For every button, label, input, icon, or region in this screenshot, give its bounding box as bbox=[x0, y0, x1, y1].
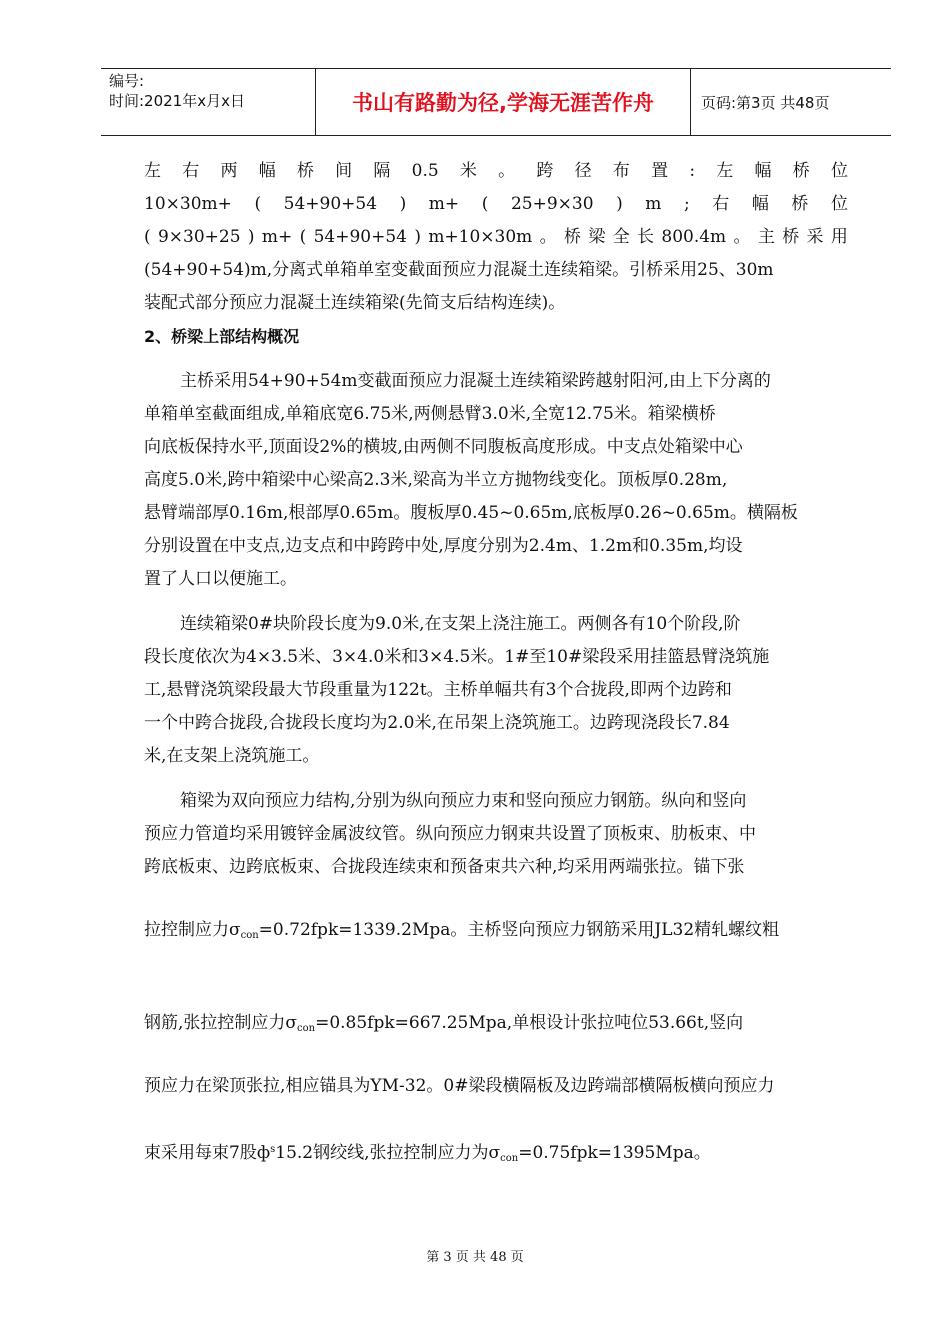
text-token: 10×30m+ bbox=[144, 194, 232, 214]
text-token: 右 bbox=[182, 161, 200, 181]
text-token: 两 bbox=[220, 161, 238, 181]
paragraph-line: 跨底板束、边跨底板束、合拢段连续束和预备束共六种,均采用两端张拉。锚下张 bbox=[144, 857, 745, 877]
paragraph-line bbox=[144, 1133, 848, 1166]
doc-number-label: 编号: bbox=[109, 72, 145, 90]
text-token: 25+9×30 bbox=[510, 194, 594, 214]
text-token: 右 bbox=[712, 194, 730, 214]
text-token: 。 bbox=[733, 227, 751, 247]
text-token: 54+90+54 bbox=[313, 227, 407, 247]
text-token: 幅 bbox=[751, 194, 769, 214]
text-token: m+ bbox=[261, 227, 293, 247]
text-token: 。 bbox=[539, 227, 557, 247]
text-token: 桥 bbox=[792, 161, 810, 181]
text-token: 幅 bbox=[754, 161, 772, 181]
paragraph-line: 分别设置在中支点,边支点和中跨跨中处,厚度分别为2.4m、1.2m和0.35m,均设 bbox=[144, 536, 743, 556]
subscript: con bbox=[240, 930, 259, 941]
text-token: ; bbox=[683, 194, 690, 214]
paragraph-line: 连续箱梁0#块阶段长度为9.0米,在支架上浇注施工。两侧各有10个阶段,阶 bbox=[180, 614, 741, 634]
text-token: 跨 bbox=[536, 161, 554, 181]
text-token: 米 bbox=[459, 161, 477, 181]
text-token: 采 bbox=[806, 227, 824, 247]
superscript: s bbox=[270, 1144, 276, 1155]
text-token: ) bbox=[414, 227, 421, 247]
section-heading: 2、桥梁上部结构概况 bbox=[144, 327, 300, 346]
subscript: con bbox=[500, 1153, 519, 1164]
text-run: 钢筋,张拉控制应力σ bbox=[144, 1013, 298, 1033]
text-token: m bbox=[645, 194, 662, 214]
paragraph-line bbox=[144, 914, 848, 947]
text-token: 桥 bbox=[296, 161, 314, 181]
text-token: 左 bbox=[144, 161, 161, 181]
paragraph-line: 高度5.0米,跨中箱梁中心梁高2.3米,梁高为半立方抛物线变化。顶板厚0.28m, bbox=[144, 470, 728, 490]
text-token: 间 bbox=[335, 161, 353, 181]
text-token: : bbox=[689, 161, 696, 181]
paragraph-line: 向底板保持水平,顶面设2%的横坡,由两侧不同腹板高度形成。中支点处箱梁中心 bbox=[144, 437, 743, 457]
text-token: ) bbox=[616, 194, 623, 214]
paragraph-line: 单箱单室截面组成,单箱底宽6.75米,两侧悬臂3.0米,全宽12.75米。箱梁横桥 bbox=[144, 404, 716, 424]
text-token: 长 bbox=[637, 227, 655, 247]
text-token: 桥 bbox=[782, 227, 800, 247]
text-token: 左 bbox=[716, 161, 734, 181]
text-token: 主 bbox=[757, 227, 775, 247]
text-token: m+10×30m bbox=[428, 227, 533, 247]
paragraph-line: 箱梁为双向预应力结构,分别为纵向预应力束和竖向预应力钢筋。纵向和竖向 bbox=[180, 791, 747, 811]
text-token: 。 bbox=[498, 161, 516, 181]
text-token: 0.5 bbox=[411, 161, 439, 181]
paragraph-1 bbox=[144, 365, 848, 596]
page-footer: 第 3 页 共 48 页 bbox=[426, 1250, 524, 1265]
header-meta bbox=[101, 69, 316, 135]
doc-time-label: 时间:2021年x月x日 bbox=[109, 92, 245, 110]
header-motto: 书山有路勤为径,学海无涯苦作舟 bbox=[316, 69, 691, 135]
justified-line-1 bbox=[144, 155, 848, 188]
text-token: 桥 bbox=[564, 227, 581, 247]
text-run: =0.72fpk=1339.2Mpa。主桥竖向预应力钢筋采用JL32精轧螺纹粗 bbox=[258, 920, 780, 940]
text-token: 径 bbox=[574, 161, 592, 181]
text-token: ) bbox=[399, 194, 407, 214]
paragraph-line: 段长度依次为4×3.5米、3×4.0米和3×4.5米。1#至10#梁段采用挂篮悬臂浇筑施 bbox=[144, 647, 770, 667]
paragraph-line: 置了人口以便施工。 bbox=[144, 569, 297, 589]
text-token: 位 bbox=[831, 161, 848, 181]
text-line-5: 装配式部分预应力混凝土连续箱梁(先简支后结构连续)。 bbox=[144, 293, 566, 313]
text-token: 54+90+54 bbox=[283, 194, 378, 214]
subscript: con bbox=[297, 1023, 316, 1034]
paragraph-3 bbox=[144, 785, 848, 1166]
paragraph-line: 工,悬臂浇筑梁段最大节段重量为122t。主桥单幅共有3个合拢段,即两个边跨和 bbox=[144, 680, 732, 700]
text-token: 置 bbox=[651, 161, 669, 181]
header-page-info: 页码:第3页 共48页 bbox=[701, 93, 830, 112]
text-token: ) bbox=[247, 227, 255, 247]
text-token: 全 bbox=[612, 227, 630, 247]
text-token: ( bbox=[299, 227, 307, 247]
text-line-4: (54+90+54)m,分离式单箱单室变截面预应力混凝土连续箱梁。引桥采用25、30m bbox=[144, 260, 774, 280]
text-token: 9×30+25 bbox=[157, 227, 241, 247]
text-token: 位 bbox=[830, 194, 848, 214]
paragraph-line: 一个中跨合拢段,合拢段长度均为2.0米,在吊架上浇筑施工。边跨现浇段长7.84 bbox=[144, 713, 730, 733]
text-run: =0.75fpk=1395Mpa。 bbox=[518, 1143, 711, 1163]
text-run: =0.85fpk=667.25Mpa,单根设计张拉吨位53.66t,竖向 bbox=[315, 1013, 744, 1033]
text-token: m+ bbox=[428, 194, 460, 214]
text-token: ( bbox=[481, 194, 489, 214]
text-token: ( bbox=[254, 194, 262, 214]
text-run: 拉控制应力σ bbox=[144, 920, 241, 940]
text-token: ( bbox=[144, 227, 151, 247]
text-token: 梁 bbox=[588, 227, 606, 247]
text-token: 用 bbox=[830, 227, 848, 247]
paragraph-line: 预应力在梁顶张拉,相应锚具为YM-32。0#梁段横隔板及边跨端部横隔板横向预应力 bbox=[144, 1076, 775, 1096]
paragraph-line: 悬臂端部厚0.16m,根部厚0.65m。腹板厚0.45~0.65m,底板厚0.26~0.65m。横隔板 bbox=[144, 503, 798, 523]
document-body bbox=[144, 155, 848, 1166]
text-token: 布 bbox=[612, 161, 630, 181]
paragraph-2 bbox=[144, 608, 848, 773]
paragraph-line: 主桥采用54+90+54m变截面预应力混凝土连续箱梁跨越射阳河,由上下分离的 bbox=[180, 371, 771, 391]
page-header bbox=[101, 68, 891, 136]
text-run: 束采用每束7股ф bbox=[144, 1143, 271, 1163]
text-run: 15.2钢绞线,张拉控制应力为σ bbox=[275, 1143, 501, 1163]
paragraph-line: 预应力管道均采用镀锌金属波纹管。纵向预应力钢束共设置了顶板束、肋板束、中 bbox=[144, 824, 756, 844]
justified-line-2 bbox=[144, 188, 848, 221]
justified-line-3 bbox=[144, 221, 848, 254]
text-token: 幅 bbox=[258, 161, 276, 181]
paragraph-line: 米,在支架上浇筑施工。 bbox=[144, 746, 320, 766]
text-token: 800.4m bbox=[661, 227, 727, 247]
text-token: 隔 bbox=[373, 161, 391, 181]
text-token: 桥 bbox=[791, 194, 809, 214]
paragraph-line bbox=[144, 1007, 848, 1040]
